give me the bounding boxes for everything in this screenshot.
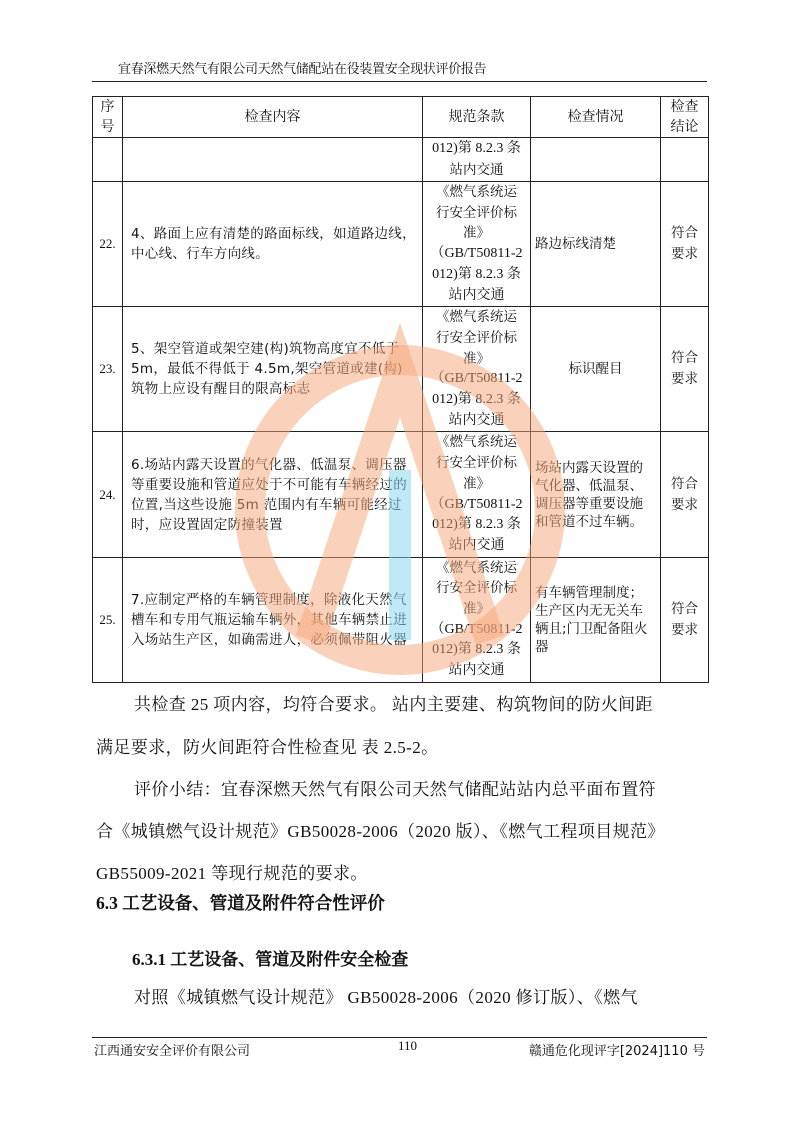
col-content: 检查内容 — [123, 97, 423, 138]
section-heading: 6.3 工艺设备、管道及附件符合性评价 — [96, 893, 385, 913]
spec-line: 准》 — [463, 225, 490, 242]
paragraph-line: 满足要求，防火间距符合性检查见 表 2.5-2。 — [96, 738, 439, 757]
footer-company: 江西通安安全评价有限公司 — [94, 1044, 251, 1059]
seq-cell: 22. — [93, 182, 123, 307]
paragraph-line: GB55009-2021 等现行规范的要求。 — [96, 864, 368, 883]
conclusion-text: 符合要求 — [671, 600, 698, 638]
spec-line: 行安全评价标 — [436, 455, 517, 472]
spec-line: 《燃气系统运 — [436, 434, 517, 451]
spec-cell — [423, 307, 531, 432]
col-conclusion: 检查结论 — [661, 97, 709, 138]
footer-doc-number: 赣通危化现评字[2024]110 号 — [528, 1044, 705, 1059]
paragraph-line: 合《城镇燃气设计规范》GB50028-2006（2020 版）、《燃气工程项目规范》 — [96, 822, 665, 841]
table-row-continuation — [93, 138, 709, 182]
spec-line: （GB/T50811-2 — [430, 246, 523, 262]
seq-cell: 23. — [93, 307, 123, 432]
spec-cell — [423, 182, 531, 307]
spec-line: 012)第 8.2.3 条 — [432, 140, 521, 156]
table-row — [93, 557, 709, 682]
paragraph-line: 评价小结：宜春深燃天然气有限公司天然气储配站站内总平面布置符 — [134, 780, 656, 799]
spec-cell — [423, 432, 531, 557]
conclusion-cell — [661, 307, 709, 432]
content-cell: 6.场站内露天设置的气化器、低温泵、调压器等重要设施和管道应处于不可能有车辆经过的位置,当这些设施 5m 范围内有车辆可能经过时，应设置固定防撞装置 — [123, 432, 423, 557]
spec-line: 准》 — [463, 350, 490, 367]
table-row — [93, 307, 709, 432]
table-header-row — [93, 97, 709, 138]
page-number: 110 — [398, 1038, 418, 1053]
status-cell: 场站内露天设置的气化器、低温泵、调压器等重要设施和管道不过车辆。 — [531, 432, 661, 557]
spec-line: 行安全评价标 — [436, 329, 517, 346]
content-cell: 7.应制定严格的车辆管理制度，除液化天然气槽车和专用气瓶运输车辆外，其他车辆禁止进入场站生产区，如确需进人，必须佩带阻火器 — [123, 557, 423, 682]
spec-line: 012)第 8.2.3 条 — [432, 642, 521, 658]
col-status: 检查情况 — [531, 97, 661, 138]
spec-line: 准》 — [463, 475, 490, 492]
spec-line: 012)第 8.2.3 条 — [432, 392, 521, 408]
spec-line: 准》 — [463, 601, 490, 618]
col-seq: 序号 — [93, 97, 123, 138]
content-cell: 5、架空管道或架空建(构)筑物高度宜不低于 5m，最低不得低于 4.5m,架空管道或建(构)筑物上应设有醒目的限高标志 — [123, 307, 423, 432]
spec-cell — [423, 138, 531, 182]
status-cell: 标识醒目 — [531, 307, 661, 432]
subsection-heading: 6.3.1 工艺设备、管道及附件安全检查 — [132, 950, 409, 969]
paragraph-line: 对照《城镇燃气设计规范》 GB50028-2006（2020 修订版）、《燃气 — [134, 988, 638, 1007]
spec-line: 012)第 8.2.3 条 — [432, 517, 521, 533]
content-cell: 4、路面上应有清楚的路面标线，如道路边线，中心线、行车方向线。 — [123, 182, 423, 307]
spec-line: 《燃气系统运 — [436, 559, 517, 576]
spec-line: 《燃气系统运 — [436, 184, 517, 200]
spec-line: 站内交通 — [448, 663, 505, 679]
inspection-table — [92, 96, 709, 683]
paragraph-line: 共检查 25 项内容，均符合要求。 站内主要建、构筑物间的防火间距 — [134, 695, 653, 714]
seq-cell: 24. — [93, 432, 123, 557]
conclusion-cell — [661, 557, 709, 682]
spec-line: 站内交通 — [448, 412, 505, 428]
seq-cell: 25. — [93, 557, 123, 682]
spec-line: 站内交通 — [449, 161, 504, 178]
conclusion-text: 符合要求 — [671, 225, 698, 263]
table-row — [93, 432, 709, 557]
header-divider — [92, 81, 707, 82]
spec-line: 行安全评价标 — [436, 204, 517, 221]
page-header-title: 宜春深燃天然气有限公司天然气储配站在役装置安全现状评价报告 — [118, 62, 487, 77]
spec-line: 站内交通 — [448, 537, 505, 553]
status-cell: 路边标线清楚 — [531, 182, 661, 307]
spec-line: 012)第 8.2.3 条 — [432, 266, 521, 282]
conclusion-cell — [661, 182, 709, 307]
spec-line: （GB/T50811-2 — [430, 621, 523, 637]
spec-line: （GB/T50811-2 — [430, 371, 523, 387]
conclusion-cell — [661, 432, 709, 557]
conclusion-text: 符合要求 — [671, 475, 698, 513]
status-cell: 有车辆管理制度；生产区内无无关车辆且;门卫配备阻火器 — [531, 557, 661, 682]
spec-line: （GB/T50811-2 — [430, 496, 523, 512]
col-spec: 规范条款 — [423, 97, 531, 138]
spec-cell — [423, 557, 531, 682]
table-row — [93, 182, 709, 307]
spec-line: 站内交通 — [448, 287, 505, 303]
conclusion-text: 符合要求 — [671, 350, 698, 388]
spec-line: 行安全评价标 — [436, 580, 517, 597]
spec-line: 《燃气系统运 — [436, 309, 517, 326]
